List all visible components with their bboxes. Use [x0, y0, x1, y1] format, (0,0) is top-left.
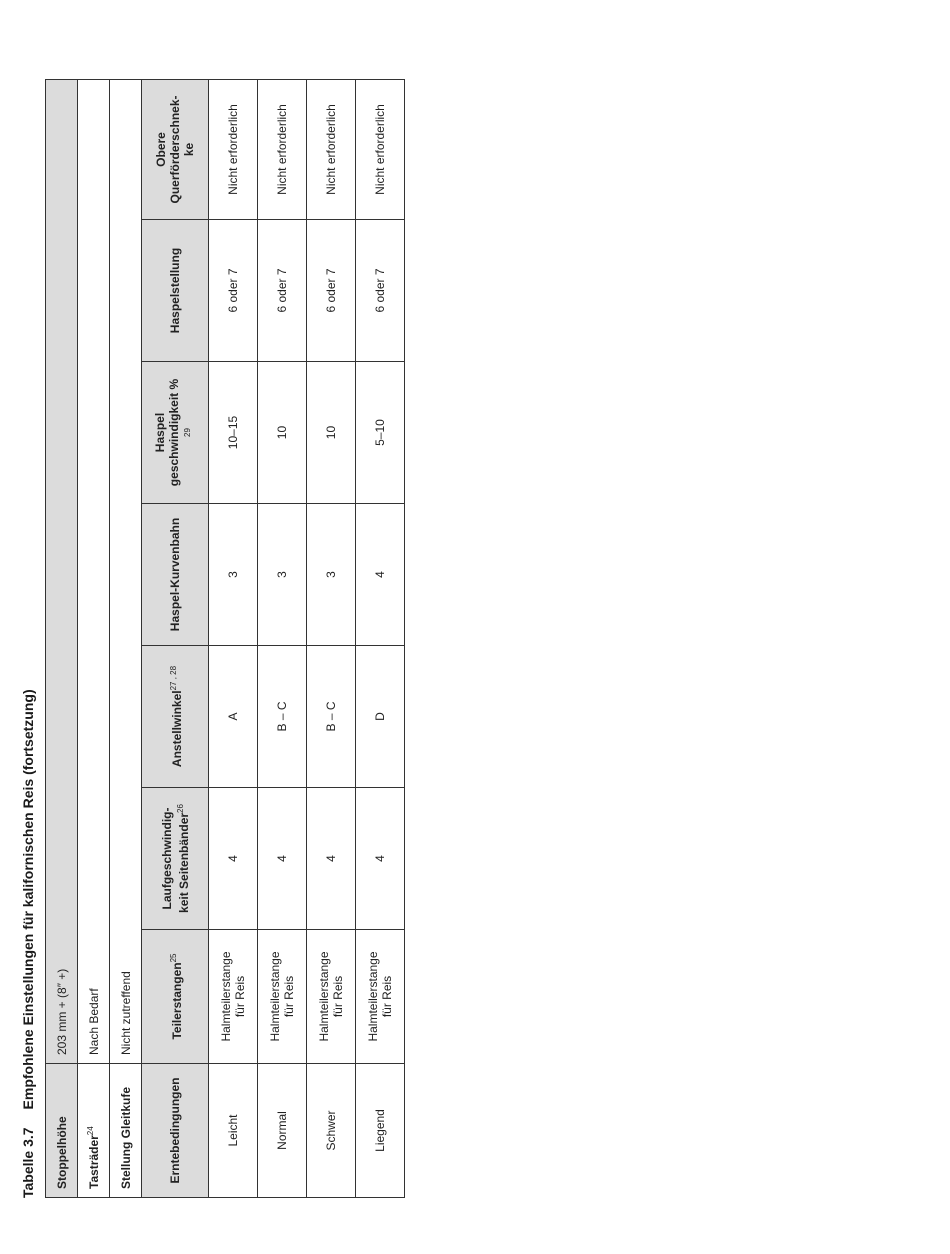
cell-belt-speed: 4	[356, 788, 405, 930]
cell-dividers: Halmteilerstange für Reis	[258, 930, 307, 1064]
header-dividers: Teilerstangen$^{25}$	[142, 930, 209, 1064]
header-angle: Anstellwinkel$^{27 , 28}$	[142, 646, 209, 788]
table-row	[258, 79, 307, 1197]
cell-condition: Normal	[258, 1064, 307, 1198]
table-row	[209, 79, 258, 1197]
table-row	[307, 79, 356, 1197]
cell-dividers: Halmteilerstange für Reis	[356, 930, 405, 1064]
cell-upper-auger: Nicht erforderlich	[307, 79, 356, 219]
cell-belt-speed: 4	[209, 788, 258, 930]
cell-reel-speed: 10	[258, 362, 307, 504]
header-row	[142, 79, 209, 1197]
cell-upper-auger: Nicht erforderlich	[209, 79, 258, 219]
setting-label: Tasträder$^{24}$	[78, 1064, 110, 1198]
header-belt-speed: Laufgeschwindig- keit Seitenbänder$^{26}$	[142, 788, 209, 930]
table-title: Empfohlene Einstellungen für kalifornischen Reis (fortsetzung)	[20, 689, 36, 1110]
header-reel-speed: Haspel geschwindigkeit % $^{29}$	[142, 362, 209, 504]
setting-row-stubble-height	[46, 79, 78, 1197]
header-reel-position: Haspelstellung	[142, 220, 209, 362]
table-caption	[20, 689, 36, 1198]
cell-reel-cam: 3	[209, 504, 258, 646]
setting-value: 203 mm + (8″ +)	[46, 79, 78, 1063]
header-conditions: Erntebedingungen	[142, 1064, 209, 1198]
cell-reel-position: 6 oder 7	[356, 220, 405, 362]
table-number: Tabelle 3.7	[20, 1127, 36, 1198]
cell-reel-speed: 5–10	[356, 362, 405, 504]
header-reel-cam: Haspel-Kurvenbahn	[142, 504, 209, 646]
cell-belt-speed: 4	[307, 788, 356, 930]
setting-value: Nicht zutreffend	[110, 79, 142, 1063]
setting-row-gauge-wheels	[78, 79, 110, 1197]
cell-upper-auger: Nicht erforderlich	[356, 79, 405, 219]
cell-reel-position: 6 oder 7	[258, 220, 307, 362]
cell-angle: A	[209, 646, 258, 788]
setting-label: Stoppelhöhe	[46, 1064, 78, 1198]
cell-reel-position: 6 oder 7	[307, 220, 356, 362]
header-upper-auger: Obere Querförderschnek- ke	[142, 79, 209, 219]
setting-value: Nach Bedarf	[78, 79, 110, 1063]
cell-angle: D	[356, 646, 405, 788]
cell-condition: Schwer	[307, 1064, 356, 1198]
setting-row-skid-shoe	[110, 79, 142, 1197]
cell-condition: Leicht	[209, 1064, 258, 1198]
cell-angle: B – C	[258, 646, 307, 788]
cell-condition: Liegend	[356, 1064, 405, 1198]
cell-angle: B – C	[307, 646, 356, 788]
cell-reel-speed: 10	[307, 362, 356, 504]
settings-table	[45, 79, 405, 1198]
table-row	[356, 79, 405, 1197]
cell-dividers: Halmteilerstange für Reis	[209, 930, 258, 1064]
cell-dividers: Halmteilerstange für Reis	[307, 930, 356, 1064]
cell-belt-speed: 4	[258, 788, 307, 930]
cell-reel-cam: 3	[258, 504, 307, 646]
cell-reel-position: 6 oder 7	[209, 220, 258, 362]
cell-upper-auger: Nicht erforderlich	[258, 79, 307, 219]
cell-reel-cam: 4	[356, 504, 405, 646]
setting-label: Stellung Gleitkufe	[110, 1064, 142, 1198]
cell-reel-speed: 10–15	[209, 362, 258, 504]
cell-reel-cam: 3	[307, 504, 356, 646]
